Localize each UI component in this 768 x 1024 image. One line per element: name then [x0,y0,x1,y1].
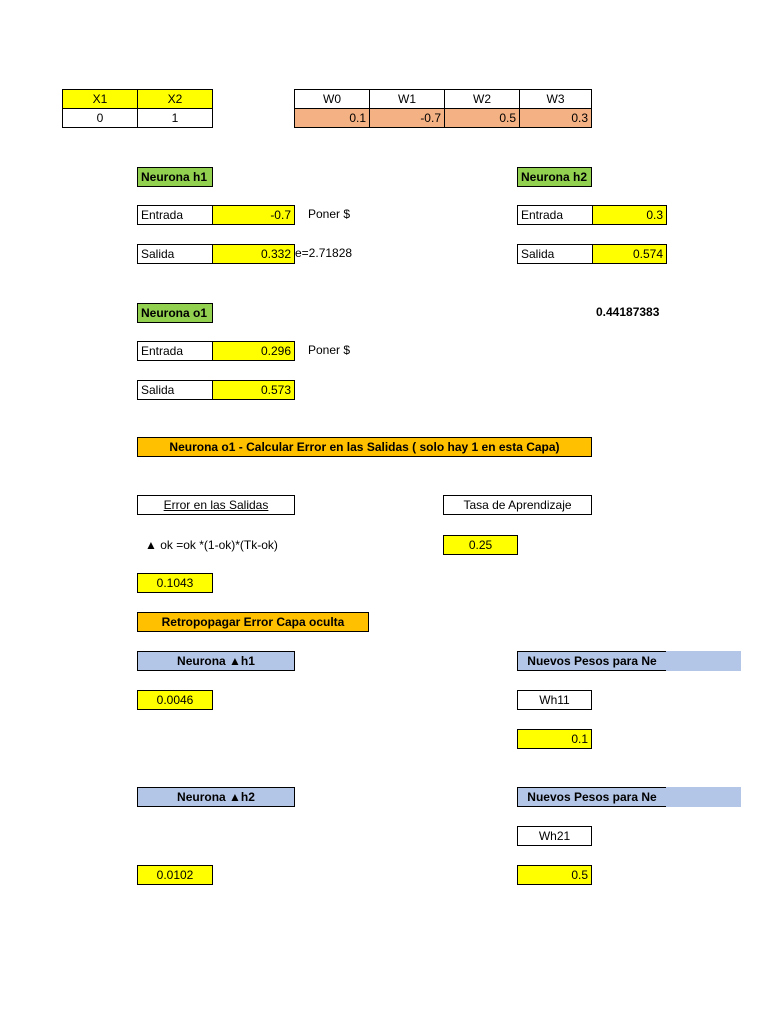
nuevos-pesos-h1-fill [666,651,741,671]
w3-header[interactable]: W3 [519,89,592,109]
h1-salida-label[interactable]: Salida [137,244,213,264]
h1-salida-value[interactable]: 0.332 [212,244,295,264]
nuevos-pesos-h1-label[interactable]: Nuevos Pesos para Ne [517,651,667,671]
delta-h2-value[interactable]: 0.0102 [137,865,213,885]
h2-entrada-value[interactable]: 0.3 [592,205,667,225]
neurona-h1-title[interactable]: Neurona h1 [137,167,213,187]
o1-poner-note: Poner $ [308,343,351,357]
neurona-delta-h2-label[interactable]: Neurona ▲h2 [137,787,295,807]
retropropagar-banner[interactable]: Retropopagar Error Capa oculta [137,612,369,632]
wh11-label[interactable]: Wh11 [517,690,592,710]
x2-value-cell[interactable]: 1 [137,108,213,128]
o1-salida-label[interactable]: Salida [137,380,213,400]
error-salidas-text: Error en las Salidas [163,498,269,512]
wh21-label[interactable]: Wh21 [517,826,592,846]
x1-header[interactable]: X1 [62,89,138,109]
tasa-aprendizaje-value[interactable]: 0.25 [443,535,518,555]
tasa-aprendizaje-label[interactable]: Tasa de Aprendizaje [443,495,592,515]
h2-entrada-label[interactable]: Entrada [517,205,593,225]
h2-salida-value[interactable]: 0.574 [592,244,667,264]
w3-value-cell[interactable]: 0.3 [519,108,592,128]
neurona-h2-title[interactable]: Neurona h2 [517,167,592,187]
error-salidas-label[interactable] [137,495,295,515]
w2-header[interactable]: W2 [444,89,520,109]
h1-entrada-value[interactable]: -0.7 [212,205,295,225]
euler-constant-note: e=2.71828 [295,246,353,260]
x2-header[interactable]: X2 [137,89,213,109]
error-salidas-value[interactable]: 0.1043 [137,573,213,593]
o1-salida-value[interactable]: 0.573 [212,380,295,400]
neurona-delta-h1-label[interactable]: Neurona ▲h1 [137,651,295,671]
nuevos-pesos-h2-label[interactable]: Nuevos Pesos para Ne [517,787,667,807]
w2-value-cell[interactable]: 0.5 [444,108,520,128]
h2-salida-label[interactable]: Salida [517,244,593,264]
delta-h1-value[interactable]: 0.0046 [137,690,213,710]
w0-value-cell[interactable]: 0.1 [294,108,370,128]
w1-header[interactable]: W1 [369,89,445,109]
neurona-o1-title[interactable]: Neurona o1 [137,303,213,323]
w1-value-cell[interactable]: -0.7 [369,108,445,128]
o1-entrada-value[interactable]: 0.296 [212,341,295,361]
wh21-value[interactable]: 0.5 [517,865,592,885]
calcular-error-banner[interactable]: Neurona o1 - Calcular Error en las Salidas ( solo hay 1 en esta Capa) [137,437,592,457]
o1-entrada-label[interactable]: Entrada [137,341,213,361]
h1-poner-note: Poner $ [308,207,351,221]
wh11-value[interactable]: 0.1 [517,729,592,749]
loose-value-cell[interactable]: 0.44187383 [596,305,660,319]
nuevos-pesos-h2-fill [666,787,741,807]
error-formula: ▲ ok =ok *(1-ok)*(Tk-ok) [145,538,278,552]
x1-value-cell[interactable]: 0 [62,108,138,128]
w0-header[interactable]: W0 [294,89,370,109]
h1-entrada-label[interactable]: Entrada [137,205,213,225]
